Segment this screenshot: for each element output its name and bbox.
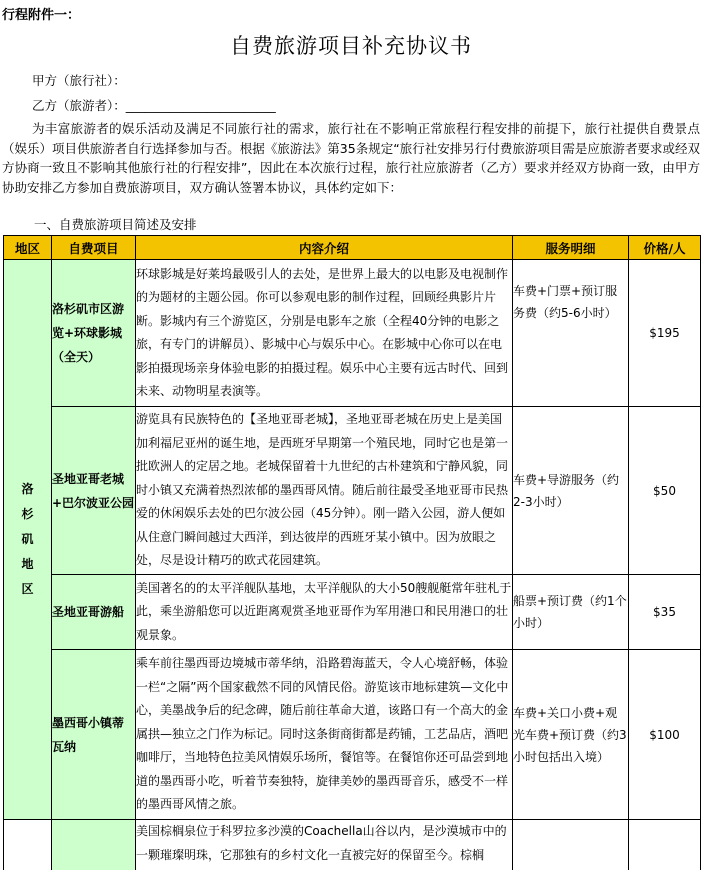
service-detail: 车费+导游服务（约2-3小时） bbox=[513, 407, 629, 575]
header-region: 地区 bbox=[4, 236, 52, 260]
header-price: 价格/人 bbox=[629, 236, 701, 260]
project-intro: 美国著名的的太平洋舰队基地，太平洋舰队的大小50艘舰艇常年驻札于此，乘坐游船您可以近距离观赏圣地亚哥作为军用港口和民用港口的壮观景象。 bbox=[136, 575, 513, 650]
table-header-row bbox=[4, 236, 701, 260]
project-intro-cell bbox=[136, 820, 513, 870]
project-name: 圣地亚哥老城+巴尔波亚公园 bbox=[52, 407, 136, 575]
price-cell: $35 bbox=[629, 575, 701, 650]
service-detail: 船票+预订费（约1个小时） bbox=[513, 575, 629, 650]
header-intro: 内容介绍 bbox=[136, 236, 513, 260]
project-intro: 美国棕榈泉位于科罗拉多沙漠的Coachella山谷以内，是沙漠城市中的一颗璀璨明珠，它那独有的乡村文化一直被完好的保留至今。棕榈 bbox=[136, 824, 507, 862]
section-title: 一、自费旅游项目简述及安排 bbox=[34, 217, 197, 232]
attachment-label: 行程附件一： bbox=[2, 8, 81, 23]
header-project: 自费项目 bbox=[52, 236, 136, 260]
price-cell: $50 bbox=[629, 407, 701, 575]
project-intro: 游览具有民族特色的【圣地亚哥老城】，圣地亚哥老城在历史上是美国加利福尼亚州的诞生地，是西班牙早期第一个殖民地，同时它也是第一批欧洲人的定居之地。老城保留着十九世纪的古朴建筑和宁静风貌，同时小镇又充满着热烈浓郁的墨西哥风情。随后前往最受圣地亚哥市民热爱的休闲娱乐去处的巴尔波公园（45分钟）。刚一踏入公园，游人便如从住意门瞬间越过大西洋，到达彼岸的西班牙某小镇中。因为放眼之处，尽是设计精巧的欧式花园建筑。 bbox=[136, 407, 513, 575]
party-b-field: 乙方（旅游者）：________________________ bbox=[32, 98, 276, 113]
project-name: 洛杉矶市区游览+环球影城（全天） bbox=[52, 260, 136, 407]
service-detail bbox=[513, 820, 629, 870]
table-row bbox=[4, 407, 701, 575]
service-detail: 车费+门票+预订服务费（约5-6小时） bbox=[513, 260, 629, 407]
table-row bbox=[4, 260, 701, 407]
project-intro: 乘车前往墨西哥边境城市蒂华纳，沿路碧海蓝天，令人心境舒畅，体验一栏“之隔”两个国家截然不同的风情民俗。游览该市地标建筑—文化中心，美墨战争后的纪念碑，随后前往革命大道，该路口有一个高大的金属拱—独立之门作为标记。同时这条街商街都是药铺，工艺品店，酒吧咖啡厅，当地特色拉美风情娱乐场所，餐馆等。在餐馆你还可品尝到地道的墨西哥小吃，听着节奏独特，旋律美妙的墨西哥音乐，感受不一样的墨西哥风情之旅。 bbox=[136, 650, 513, 820]
header-service: 服务明细 bbox=[513, 236, 629, 260]
table-row bbox=[4, 650, 701, 820]
project-table bbox=[3, 235, 701, 870]
table-row bbox=[4, 575, 701, 650]
price-cell bbox=[629, 820, 701, 870]
party-a-field: 甲方（旅行社）： bbox=[32, 73, 126, 88]
region-label: 洛杉矶地区 bbox=[21, 482, 34, 596]
price-cell: $100 bbox=[629, 650, 701, 820]
service-detail: 车费+关口小费+观光车费+预订费（约3小时包括出入境） bbox=[513, 650, 629, 820]
intro-paragraph: 为丰富旅游者的娱乐活动及满足不同旅行社的需求，旅行社在不影响正常旅程行程安排的前提下，旅行社提供自费景点（娱乐）项目供旅游者自行选择参加与否。根据《旅游法》第35条规定“旅行社安排另行付费旅游项目需是应旅游者要求或经双方协商一致且不影响其他旅行社的行程安排”，因此在本次旅行过程，旅行社应旅游者（乙方）要求并经双方协商一致，由甲方协助安排乙方参加自费旅游项目，双方确认签署本协议，具体约定如下： bbox=[2, 121, 700, 195]
price-cell: $195 bbox=[629, 260, 701, 407]
project-name: 圣地亚哥游船 bbox=[52, 575, 136, 650]
region-cell-continued bbox=[4, 820, 52, 870]
document-title: 自费旅游项目补充协议书 bbox=[230, 34, 472, 58]
region-cell bbox=[4, 260, 52, 820]
project-name: 墨西哥小镇蒂瓦纳 bbox=[52, 650, 136, 820]
project-name bbox=[52, 820, 136, 870]
table-row bbox=[4, 820, 701, 870]
project-intro: 环球影城是好莱坞最吸引人的去处，是世界上最大的以电影及电视制作的为题材的主题公园。你可以参观电影的制作过程，回顾经典影片片断。影城内有三个游览区，分别是电影车之旅（全程40分钟的电影之旅，有专门的讲解员）、影城中心与娱乐中心。在影城中心你可以在电影拍摄现场亲身体验电影的拍摄过程。娱乐中心主要有远古时代、回到未来、动物明星表演等。 bbox=[136, 260, 513, 407]
